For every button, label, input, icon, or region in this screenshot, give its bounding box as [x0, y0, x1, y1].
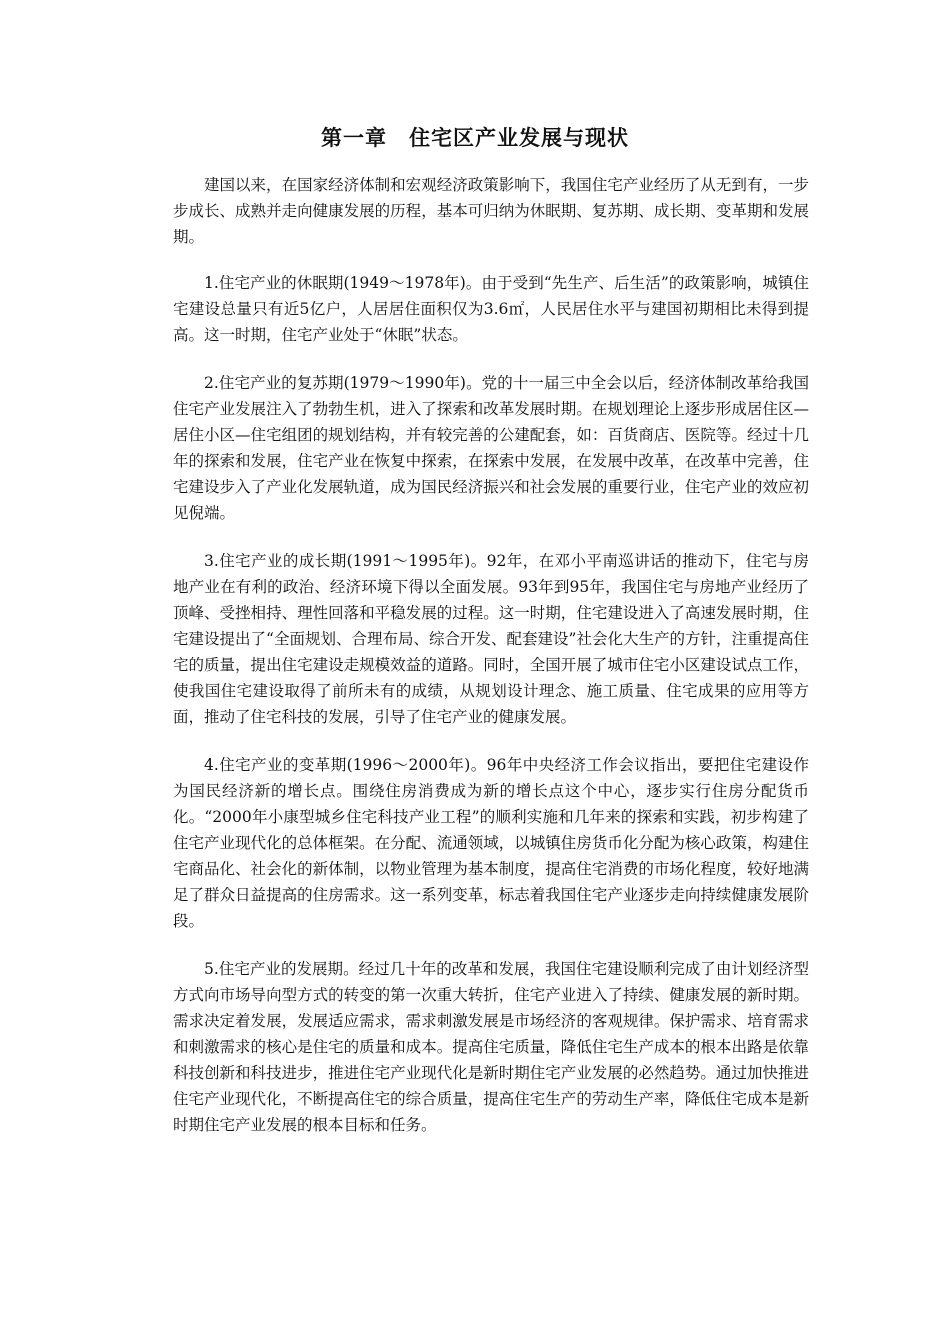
paragraph-reform-period: 4.住宅产业的变革期(1996～2000年)。96年中央经济工作会议指出，要把住宅建设作为国民经济新的增长点。围绕住房消费成为新的增长点这个中心，逐步实行住房分配货币化。“2000年小康型城乡住宅科技产业工程”的顺利实施和几年来的探索和实践，初步构建了住宅产业现代化的总体框架。在分配、流通领域，以城镇住房货币化分配为核心政策，构建住宅商品化、社会化的新体制，以物业管理为基本制度，提高住宅消费的市场化程度，较好地满足了群众日益提高的住房需求。这一系列变革，标志着我国住宅产业逐步走向持续健康发展阶段。 — [173, 756, 809, 930]
paragraph-dormant-period: 1.住宅产业的休眠期(1949～1978年)。由于受到“先生产、后生活”的政策影响，城镇住宅建设总量只有近5亿户，人居居住面积仅为3.6㎡，人民居住水平与建国初期相比未得到提高。这一时期，住宅产业处于“休眠”状态。 — [173, 274, 809, 344]
intro-paragraph: 建国以来，在国家经济体制和宏观经济政策影响下，我国住宅产业经历了从无到有，一步步成长、成熟并走向健康发展的历程，基本可归纳为休眠期、复苏期、成长期、变革期和发展期。 — [173, 176, 809, 246]
document-body — [173, 172, 809, 1160]
chapter-title: 第一章 住宅区产业发展与现状 — [321, 126, 629, 150]
paragraph-growth-period: 3.住宅产业的成长期(1991～1995年)。92年，在邓小平南巡讲话的推动下，住宅与房地产业在有利的政治、经济环境下得以全面发展。93年到95年，我国住宅与房地产业经历了顶峰、受挫相持、理性回落和平稳发展的过程。这一时期，住宅建设进入了高速发展时期，住宅建设提出了“全面规划、合理布局、综合开发、配套建设”社会化大生产的方针，注重提高住宅的质量，提出住宅建设走规模效益的道路。同时，全国开展了城市住宅小区建设试点工作，使我国住宅建设取得了前所未有的成绩，从规划设计理念、施工质量、住宅成果的应用等方面，推动了住宅科技的发展，引导了住宅产业的健康发展。 — [173, 552, 809, 726]
paragraph-development-period: 5.住宅产业的发展期。经过几十年的改革和发展，我国住宅建设顺利完成了由计划经济型方式向市场导向型方式的转变的第一次重大转折，住宅产业进入了持续、健康发展的新时期。需求决定着发展，发展适应需求，需求刺激发展是市场经济的客观规律。保护需求、培育需求和刺激需求的核心是住宅的质量和成本。提高住宅质量，降低住宅生产成本的根本出路是依靠科技创新和科技进步，推进住宅产业现代化是新时期住宅产业发展的必然趋势。通过加快推进住宅产业现代化，不断提高住宅的综合质量，提高住宅生产的劳动生产率，降低住宅成本是新时期住宅产业发展的根本目标和任务。 — [173, 960, 809, 1134]
paragraph-recovery-period: 2.住宅产业的复苏期(1979～1990年)。党的十一届三中全会以后，经济体制改革给我国住宅产业发展注入了勃勃生机，进入了探索和改革发展时期。在规划理论上逐步形成居住区—居住小区—住宅组团的规划结构，并有较完善的公建配套，如：百货商店、医院等。经过十几年的探索和发展，住宅产业在恢复中探索，在探索中发展，在发展中改革，在改革中完善，住宅建设步入了产业化发展轨道，成为国民经济振兴和社会发展的重要行业，住宅产业的效应初见倪端。 — [173, 374, 809, 522]
